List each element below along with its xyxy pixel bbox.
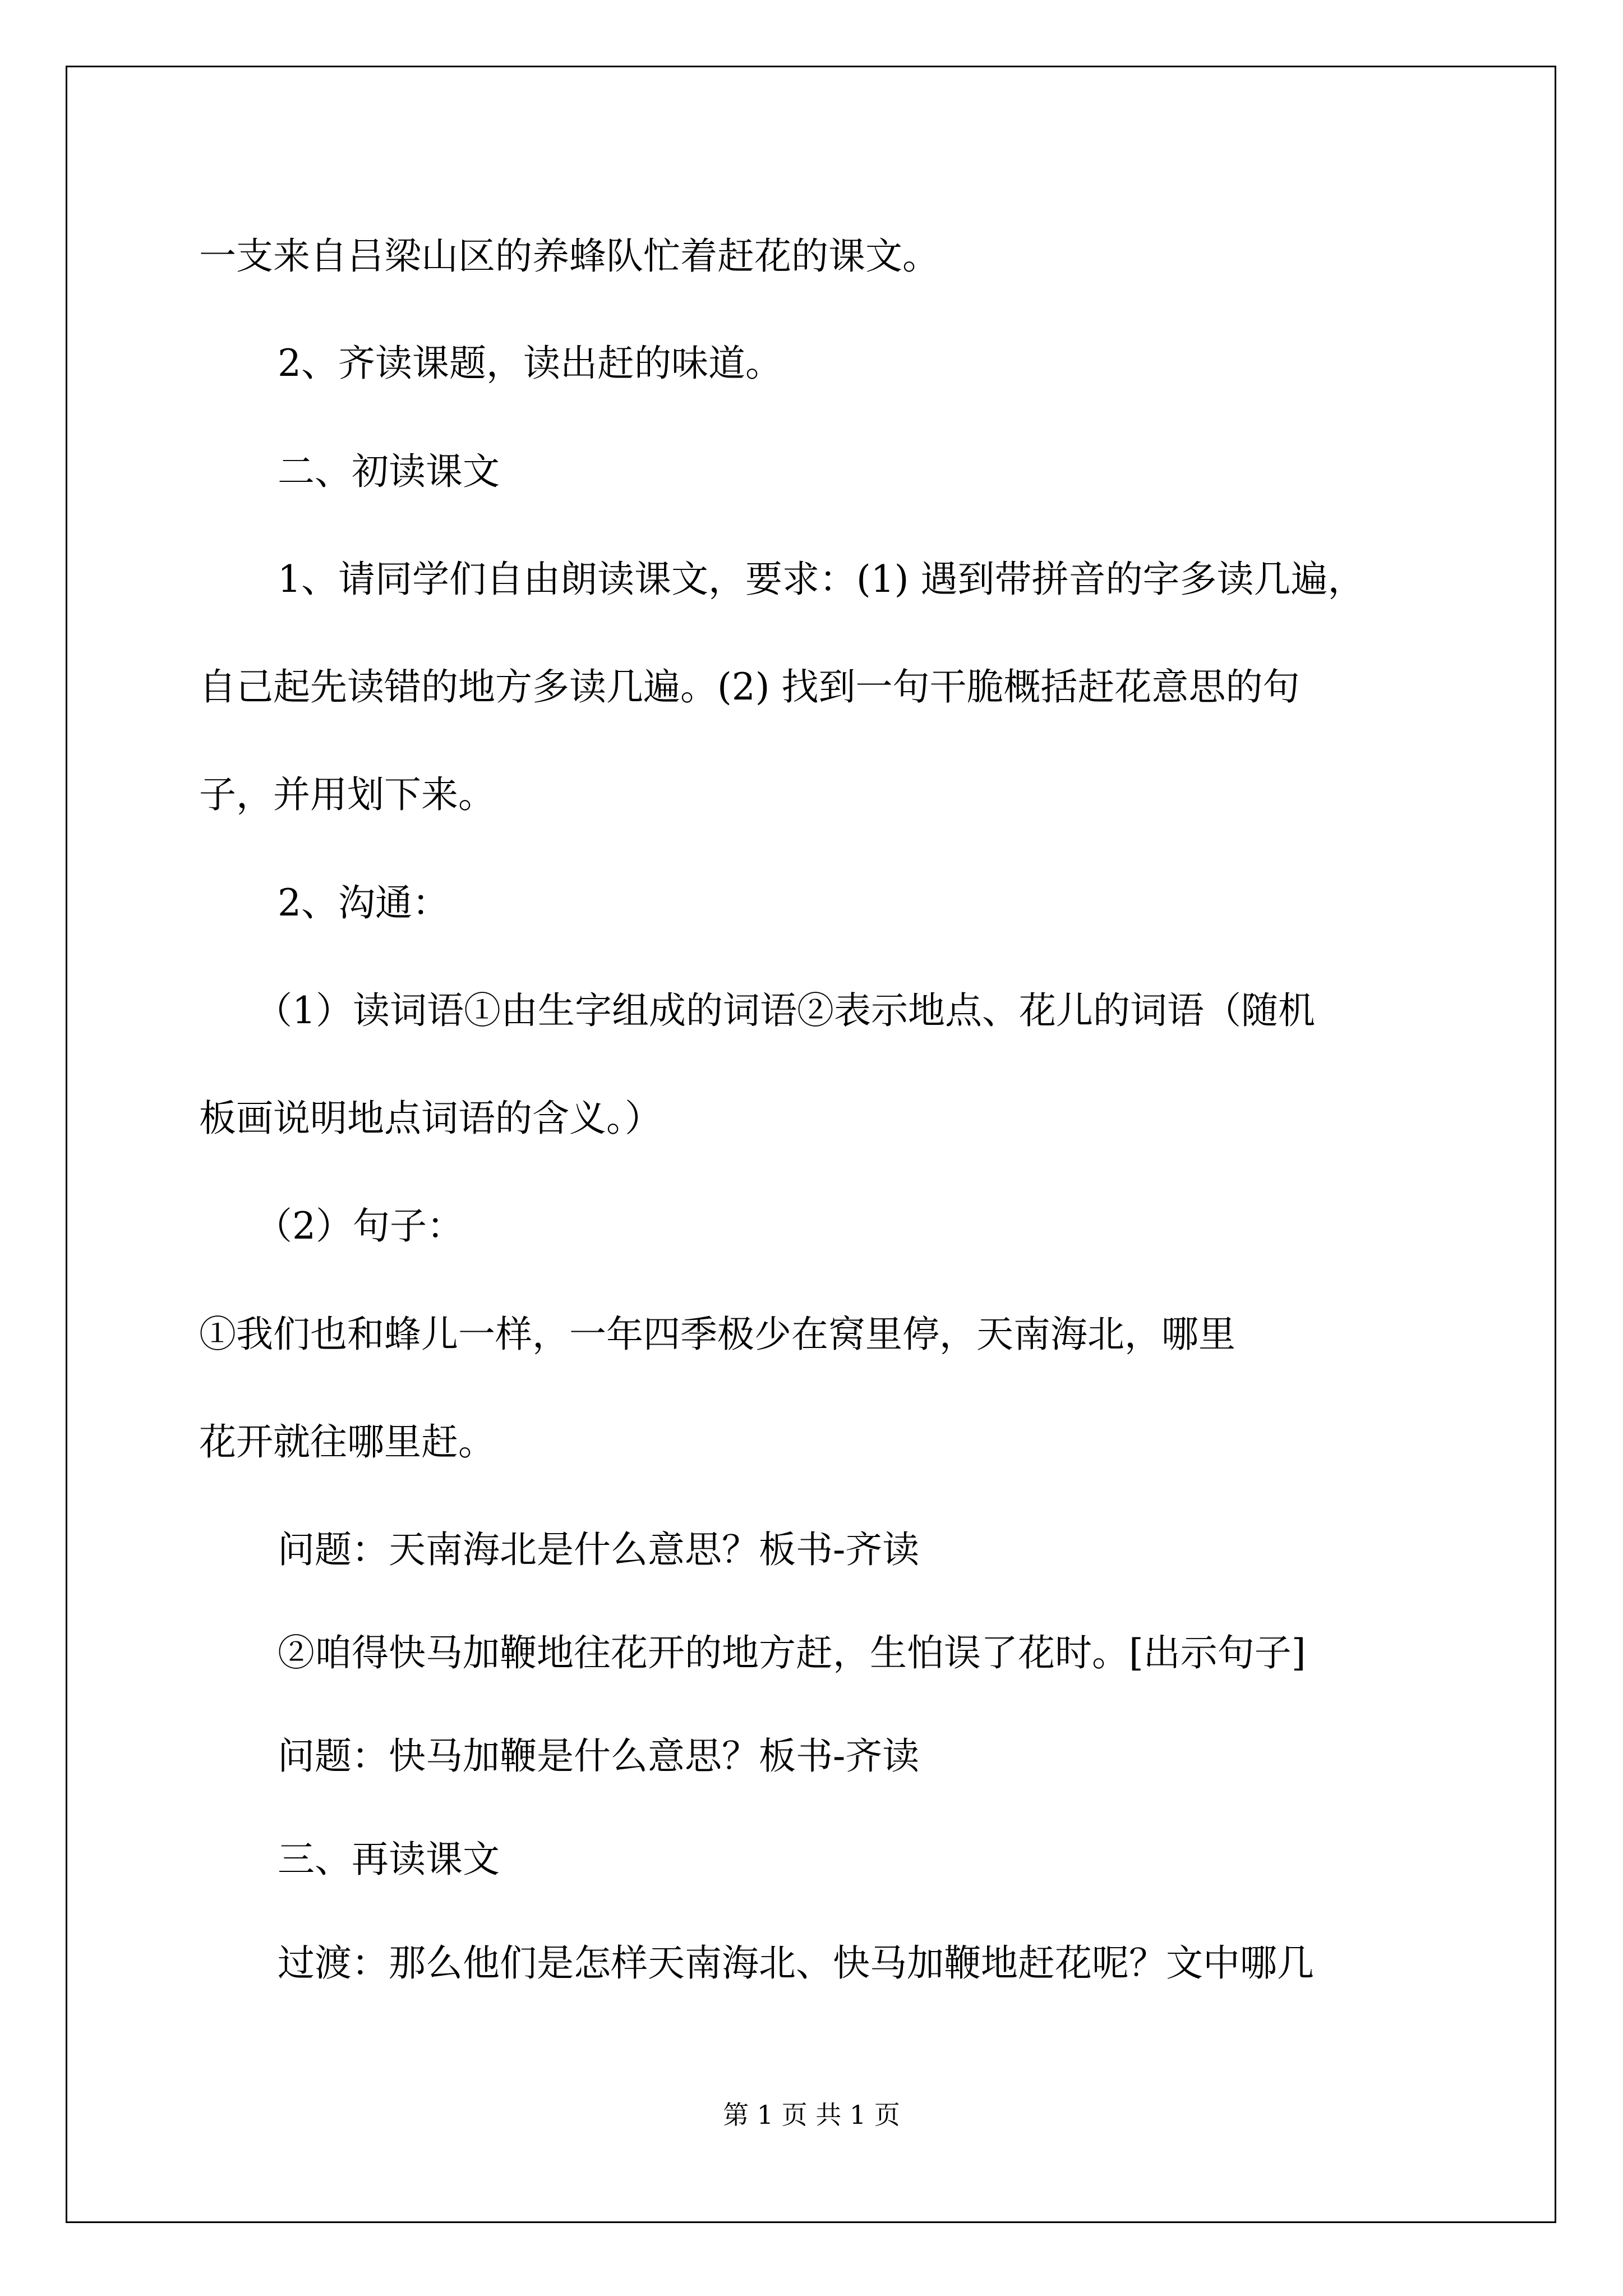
text-line: 2、沟通： xyxy=(278,881,449,924)
text-line: 问题：天南海北是什么意思？板书-齐读 xyxy=(278,1528,920,1571)
text-line: ①我们也和蜂儿一样，一年四季极少在窝里停，天南海北，哪里 xyxy=(199,1313,1235,1356)
text-line: 板画说明地点词语的含义。） xyxy=(199,1097,662,1140)
text-line: 过渡：那么他们是怎样天南海北、快马加鞭地赶花呢？文中哪几 xyxy=(278,1941,1314,1985)
text-line: 一支来自吕梁山区的养蜂队忙着赶花的课文。 xyxy=(199,234,939,278)
page-footer: 第 1 页 共 1 页 xyxy=(723,2100,900,2130)
text-line: 子，并用划下来。 xyxy=(199,773,495,816)
text-line: 问题：快马加鞭是什么意思？板书-齐读 xyxy=(278,1734,920,1778)
section-heading: 三、再读课文 xyxy=(278,1838,500,1881)
text-line: 1、请同学们自由朗读课文，要求：(1) 遇到带拼音的字多读几遍， xyxy=(278,558,1365,601)
text-line: （2）句子： xyxy=(255,1204,464,1248)
text-line: （1）读词语①由生字组成的词语②表示地点、花儿的词语（随机 xyxy=(255,989,1315,1032)
text-line: ②咱得快马加鞭地往花开的地方赶，生怕误了花时。[出示句子] xyxy=(278,1631,1306,1674)
page-border xyxy=(66,66,1556,2223)
text-line: 自己起先读错的地方多读几遍。(2) 找到一句干脆概括赶花意思的句 xyxy=(199,665,1300,708)
text-line: 2、齐读课题，读出赶的味道。 xyxy=(278,342,782,385)
section-heading: 二、初读课文 xyxy=(278,450,500,493)
text-line: 花开就往哪里赶。 xyxy=(199,1420,495,1464)
